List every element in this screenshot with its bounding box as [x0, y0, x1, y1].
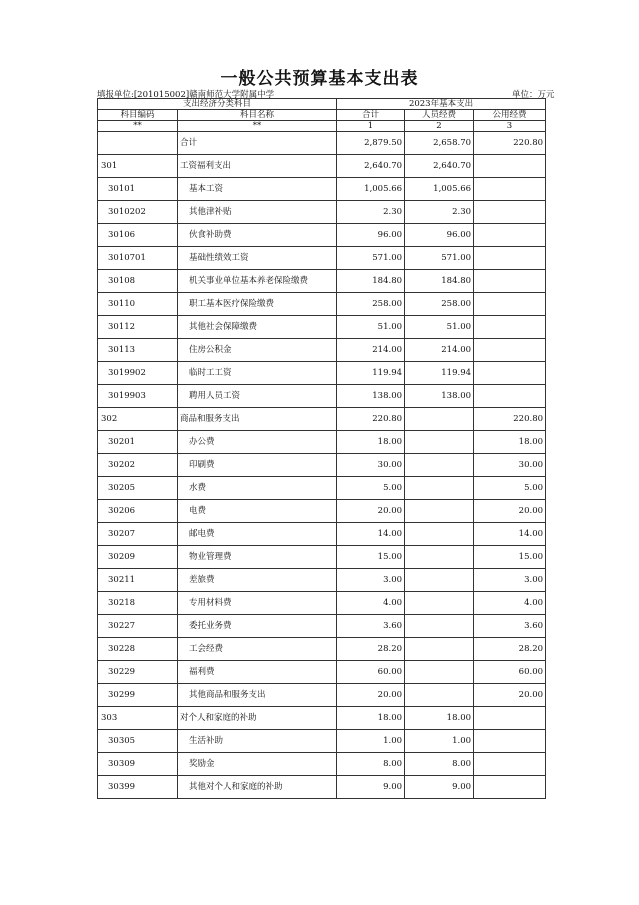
- table-row: [98, 247, 546, 270]
- table-row: [98, 707, 546, 730]
- name-cell: 其他津补贴: [178, 201, 337, 224]
- public-cell: 14.00: [474, 523, 546, 546]
- table-row: [98, 293, 546, 316]
- name-cell: 基本工资: [178, 178, 337, 201]
- code-cell: 30228: [98, 638, 178, 661]
- total-cell: 138.00: [337, 385, 405, 408]
- public-cell: [474, 201, 546, 224]
- table-row: [98, 431, 546, 454]
- table-row: [98, 730, 546, 753]
- name-cell: 职工基本医疗保险缴费: [178, 293, 337, 316]
- code-cell: 30202: [98, 454, 178, 477]
- public-cell: [474, 178, 546, 201]
- personnel-cell: 96.00: [405, 224, 474, 247]
- personnel-cell: 9.00: [405, 776, 474, 799]
- code-cell: 30305: [98, 730, 178, 753]
- name-cell: 物业管理费: [178, 546, 337, 569]
- personnel-cell: [405, 638, 474, 661]
- public-cell: 220.80: [474, 408, 546, 431]
- public-cell: [474, 155, 546, 178]
- code-cell: 30227: [98, 615, 178, 638]
- public-cell: [474, 247, 546, 270]
- code-cell: 3010701: [98, 247, 178, 270]
- code-cell: 30106: [98, 224, 178, 247]
- table-row: [98, 569, 546, 592]
- name-cell: 住房公积金: [178, 339, 337, 362]
- personnel-cell: 119.94: [405, 362, 474, 385]
- public-cell: [474, 730, 546, 753]
- personnel-cell: [405, 661, 474, 684]
- table-row: [98, 592, 546, 615]
- name-cell: 商品和服务支出: [178, 408, 337, 431]
- code-cell: 30112: [98, 316, 178, 339]
- name-cell: 印刷费: [178, 454, 337, 477]
- public-cell: 5.00: [474, 477, 546, 500]
- personnel-cell: [405, 592, 474, 615]
- public-cell: 20.00: [474, 684, 546, 707]
- index-name: **: [178, 121, 337, 132]
- table-row: [98, 454, 546, 477]
- table-row: [98, 776, 546, 799]
- header-row: [98, 110, 546, 121]
- name-cell: 生活补助: [178, 730, 337, 753]
- table-row: [98, 753, 546, 776]
- name-cell: 水费: [178, 477, 337, 500]
- name-cell: 伙食补助费: [178, 224, 337, 247]
- expenditure-table: [97, 98, 546, 799]
- code-cell: 30207: [98, 523, 178, 546]
- total-cell: 18.00: [337, 707, 405, 730]
- public-cell: [474, 293, 546, 316]
- personnel-cell: 138.00: [405, 385, 474, 408]
- personnel-cell: 2.30: [405, 201, 474, 224]
- code-cell: 303: [98, 707, 178, 730]
- personnel-cell: 51.00: [405, 316, 474, 339]
- total-cell: 571.00: [337, 247, 405, 270]
- header-group-row: [98, 99, 546, 110]
- total-cell: 15.00: [337, 546, 405, 569]
- personnel-cell: 1,005.66: [405, 178, 474, 201]
- total-cell: 30.00: [337, 454, 405, 477]
- code-cell: 30110: [98, 293, 178, 316]
- name-cell: 临时工工资: [178, 362, 337, 385]
- code-cell: 30309: [98, 753, 178, 776]
- name-cell: 工会经费: [178, 638, 337, 661]
- public-cell: 20.00: [474, 500, 546, 523]
- table-row: [98, 224, 546, 247]
- public-cell: 28.20: [474, 638, 546, 661]
- personnel-cell: [405, 454, 474, 477]
- total-cell: 3.60: [337, 615, 405, 638]
- total-cell: 60.00: [337, 661, 405, 684]
- public-cell: [474, 707, 546, 730]
- reporting-unit: 填报单位:[201015002]赣南师范大学附属中学: [97, 90, 275, 100]
- name-cell: 邮电费: [178, 523, 337, 546]
- table-row: [98, 201, 546, 224]
- name-cell: 基础性绩效工资: [178, 247, 337, 270]
- total-cell: 20.00: [337, 500, 405, 523]
- table-row: [98, 408, 546, 431]
- total-cell: 20.00: [337, 684, 405, 707]
- public-cell: [474, 753, 546, 776]
- public-cell: [474, 270, 546, 293]
- code-cell: 301: [98, 155, 178, 178]
- index-public: 3: [474, 121, 546, 132]
- public-cell: [474, 385, 546, 408]
- index-row: [98, 121, 546, 132]
- total-cell: 96.00: [337, 224, 405, 247]
- page-title: 一般公共预算基本支出表: [220, 69, 419, 89]
- personnel-cell: 571.00: [405, 247, 474, 270]
- name-cell: 机关事业单位基本养老保险缴费: [178, 270, 337, 293]
- code-cell: 30211: [98, 569, 178, 592]
- personnel-cell: [405, 431, 474, 454]
- table-row: [98, 477, 546, 500]
- table-row: [98, 684, 546, 707]
- total-cell: 119.94: [337, 362, 405, 385]
- total-cell: 1,005.66: [337, 178, 405, 201]
- public-cell: [474, 339, 546, 362]
- table-row: [98, 316, 546, 339]
- code-cell: [98, 132, 178, 155]
- public-cell: 3.60: [474, 615, 546, 638]
- header-personnel: 人员经费: [405, 110, 474, 121]
- name-cell: 其他对个人和家庭的补助: [178, 776, 337, 799]
- total-cell: 51.00: [337, 316, 405, 339]
- name-cell: 办公费: [178, 431, 337, 454]
- personnel-cell: [405, 569, 474, 592]
- total-cell: 258.00: [337, 293, 405, 316]
- public-cell: 30.00: [474, 454, 546, 477]
- total-cell: 214.00: [337, 339, 405, 362]
- personnel-cell: [405, 684, 474, 707]
- name-cell: 其他商品和服务支出: [178, 684, 337, 707]
- name-cell: 差旅费: [178, 569, 337, 592]
- public-cell: 60.00: [474, 661, 546, 684]
- code-cell: 30299: [98, 684, 178, 707]
- name-cell: 奖励金: [178, 753, 337, 776]
- name-cell: 工资福利支出: [178, 155, 337, 178]
- personnel-cell: 1.00: [405, 730, 474, 753]
- currency-unit: 单位：万元: [512, 90, 555, 100]
- code-cell: 30101: [98, 178, 178, 201]
- header-code: 科目编码: [98, 110, 178, 121]
- header-total: 合计: [337, 110, 405, 121]
- name-cell: 福利费: [178, 661, 337, 684]
- index-personnel: 2: [405, 121, 474, 132]
- code-cell: 302: [98, 408, 178, 431]
- public-cell: 15.00: [474, 546, 546, 569]
- personnel-cell: [405, 477, 474, 500]
- personnel-cell: 184.80: [405, 270, 474, 293]
- code-cell: 3019902: [98, 362, 178, 385]
- table-row: [98, 155, 546, 178]
- name-cell: 委托业务费: [178, 615, 337, 638]
- public-cell: [474, 362, 546, 385]
- table-row: [98, 615, 546, 638]
- personnel-cell: 18.00: [405, 707, 474, 730]
- total-cell: 18.00: [337, 431, 405, 454]
- public-cell: 18.00: [474, 431, 546, 454]
- total-cell: 28.20: [337, 638, 405, 661]
- table-row: [98, 362, 546, 385]
- table-row: [98, 500, 546, 523]
- personnel-cell: [405, 500, 474, 523]
- code-cell: 30206: [98, 500, 178, 523]
- personnel-cell: [405, 546, 474, 569]
- name-cell: 聘用人员工资: [178, 385, 337, 408]
- code-cell: 3019903: [98, 385, 178, 408]
- header-public: 公用经费: [474, 110, 546, 121]
- total-cell: 2,879.50: [337, 132, 405, 155]
- personnel-cell: [405, 408, 474, 431]
- public-cell: 220.80: [474, 132, 546, 155]
- personnel-cell: [405, 615, 474, 638]
- code-cell: 30113: [98, 339, 178, 362]
- index-total: 1: [337, 121, 405, 132]
- table-row: [98, 546, 546, 569]
- name-cell: 合计: [178, 132, 337, 155]
- code-cell: 30229: [98, 661, 178, 684]
- total-cell: 2.30: [337, 201, 405, 224]
- header-group-right: 2023年基本支出: [337, 99, 546, 110]
- public-cell: [474, 776, 546, 799]
- name-cell: 对个人和家庭的补助: [178, 707, 337, 730]
- public-cell: 3.00: [474, 569, 546, 592]
- table-row: [98, 178, 546, 201]
- total-cell: 8.00: [337, 753, 405, 776]
- personnel-cell: 2,640.70: [405, 155, 474, 178]
- personnel-cell: [405, 523, 474, 546]
- code-cell: 30209: [98, 546, 178, 569]
- code-cell: 30399: [98, 776, 178, 799]
- total-cell: 14.00: [337, 523, 405, 546]
- header-name: 科目名称: [178, 110, 337, 121]
- index-code: **: [98, 121, 178, 132]
- table-row: [98, 132, 546, 155]
- name-cell: 专用材料费: [178, 592, 337, 615]
- total-cell: 4.00: [337, 592, 405, 615]
- personnel-cell: 258.00: [405, 293, 474, 316]
- table-row: [98, 661, 546, 684]
- total-cell: 5.00: [337, 477, 405, 500]
- table-row: [98, 385, 546, 408]
- personnel-cell: 8.00: [405, 753, 474, 776]
- total-cell: 3.00: [337, 569, 405, 592]
- table-row: [98, 523, 546, 546]
- table-row: [98, 339, 546, 362]
- table-row: [98, 638, 546, 661]
- public-cell: 4.00: [474, 592, 546, 615]
- total-cell: 9.00: [337, 776, 405, 799]
- name-cell: 电费: [178, 500, 337, 523]
- public-cell: [474, 224, 546, 247]
- name-cell: 其他社会保障缴费: [178, 316, 337, 339]
- code-cell: 30205: [98, 477, 178, 500]
- public-cell: [474, 316, 546, 339]
- code-cell: 30108: [98, 270, 178, 293]
- personnel-cell: 2,658.70: [405, 132, 474, 155]
- code-cell: 30201: [98, 431, 178, 454]
- table-row: [98, 270, 546, 293]
- total-cell: 1.00: [337, 730, 405, 753]
- personnel-cell: 214.00: [405, 339, 474, 362]
- total-cell: 184.80: [337, 270, 405, 293]
- total-cell: 2,640.70: [337, 155, 405, 178]
- code-cell: 30218: [98, 592, 178, 615]
- header-group-left: 支出经济分类科目: [98, 99, 337, 110]
- total-cell: 220.80: [337, 408, 405, 431]
- code-cell: 3010202: [98, 201, 178, 224]
